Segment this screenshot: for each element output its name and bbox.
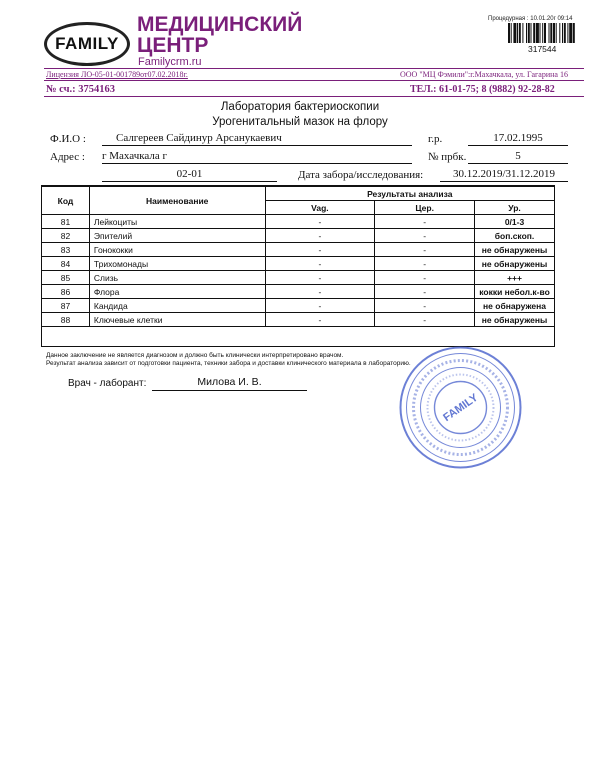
report-title: Лаборатория бактериоскопии	[220, 101, 380, 113]
logo	[44, 22, 130, 66]
printed-stamp: Процедурная : 10.01.20г 09:14	[488, 16, 573, 22]
table-row: 83 Гонококки - - не обнаружены	[42, 243, 555, 257]
sample-number: 5	[468, 150, 568, 164]
results-table	[41, 186, 555, 327]
account-number: № сч.: 3754163	[46, 84, 116, 95]
patient-name: Салгереев Сайдинур Арсанукаевич	[102, 132, 412, 146]
address-value: г Махачкала г	[102, 150, 412, 164]
license: Лицензия ЛО-05-01-001789от07.02.2018г.	[46, 70, 188, 79]
table-row: 82 Эпителий - - боп.скоп.	[42, 229, 555, 243]
date-value: 30.12.2019/31.12.2019	[440, 168, 568, 182]
header-divider	[44, 68, 584, 69]
col-results: Результаты анализа	[265, 187, 554, 201]
table-row: 81 Лейкоциты - - 0/1-3	[42, 215, 555, 229]
phones: ТЕЛ.: 61-01-75; 8 (9882) 92-28-82	[410, 84, 555, 95]
birth-label: г.р.	[428, 133, 443, 145]
table-row: 84 Трихомонады - - не обнаружены	[42, 257, 555, 271]
sample-label: № прбк.	[428, 151, 467, 163]
order-code: 02-01	[102, 168, 277, 182]
table-row: 87 Кандида - - не обнаружена	[42, 299, 555, 313]
col-vag: Vag.	[265, 201, 375, 215]
report-subtitle: Урогенитальный мазок на флору	[212, 116, 388, 128]
col-name: Наименование	[89, 187, 265, 215]
header-divider-2	[44, 80, 584, 81]
header-divider-3	[44, 96, 584, 97]
table-row: 88 Ключевые клетки - - не обнаружены	[42, 313, 555, 327]
stamp-seal	[398, 345, 523, 470]
clinic-name: МЕДИЦИНСКИЙ ЦЕНТР	[137, 13, 303, 57]
fio-label: Ф.И.О :	[50, 133, 86, 145]
col-ur: Ур.	[475, 201, 555, 215]
date-label: Дата забора/исследования:	[298, 169, 424, 181]
company-address: ООО "МЦ Фэмили":г.Махачкала, ул. Гагарина 16	[400, 70, 568, 79]
logo-text: FAMILY	[55, 34, 119, 53]
col-cer: Цер.	[375, 201, 475, 215]
website: Familycrm.ru	[138, 56, 202, 68]
doctor-name: Милова И. В.	[152, 376, 307, 391]
doctor-label: Врач - лаборант:	[68, 378, 147, 389]
barcode	[508, 23, 594, 43]
table-row: 86 Флора - - кокки небол.к-во	[42, 285, 555, 299]
barcode-number: 317544	[528, 44, 557, 54]
address-label: Адрес :	[50, 151, 85, 163]
stamp-text: FAMILY	[441, 391, 481, 425]
birth-date: 17.02.1995	[468, 132, 568, 146]
disclaimer: Данное заключение не является диагнозом и должно быть клинически интерпретировано врачом. Результат анализа зависит от подготовки пациента, техники забора и доставки клинического материала в лабораторию.	[46, 352, 411, 367]
table-row: 85 Слизь - - +++	[42, 271, 555, 285]
col-code: Код	[42, 187, 90, 215]
